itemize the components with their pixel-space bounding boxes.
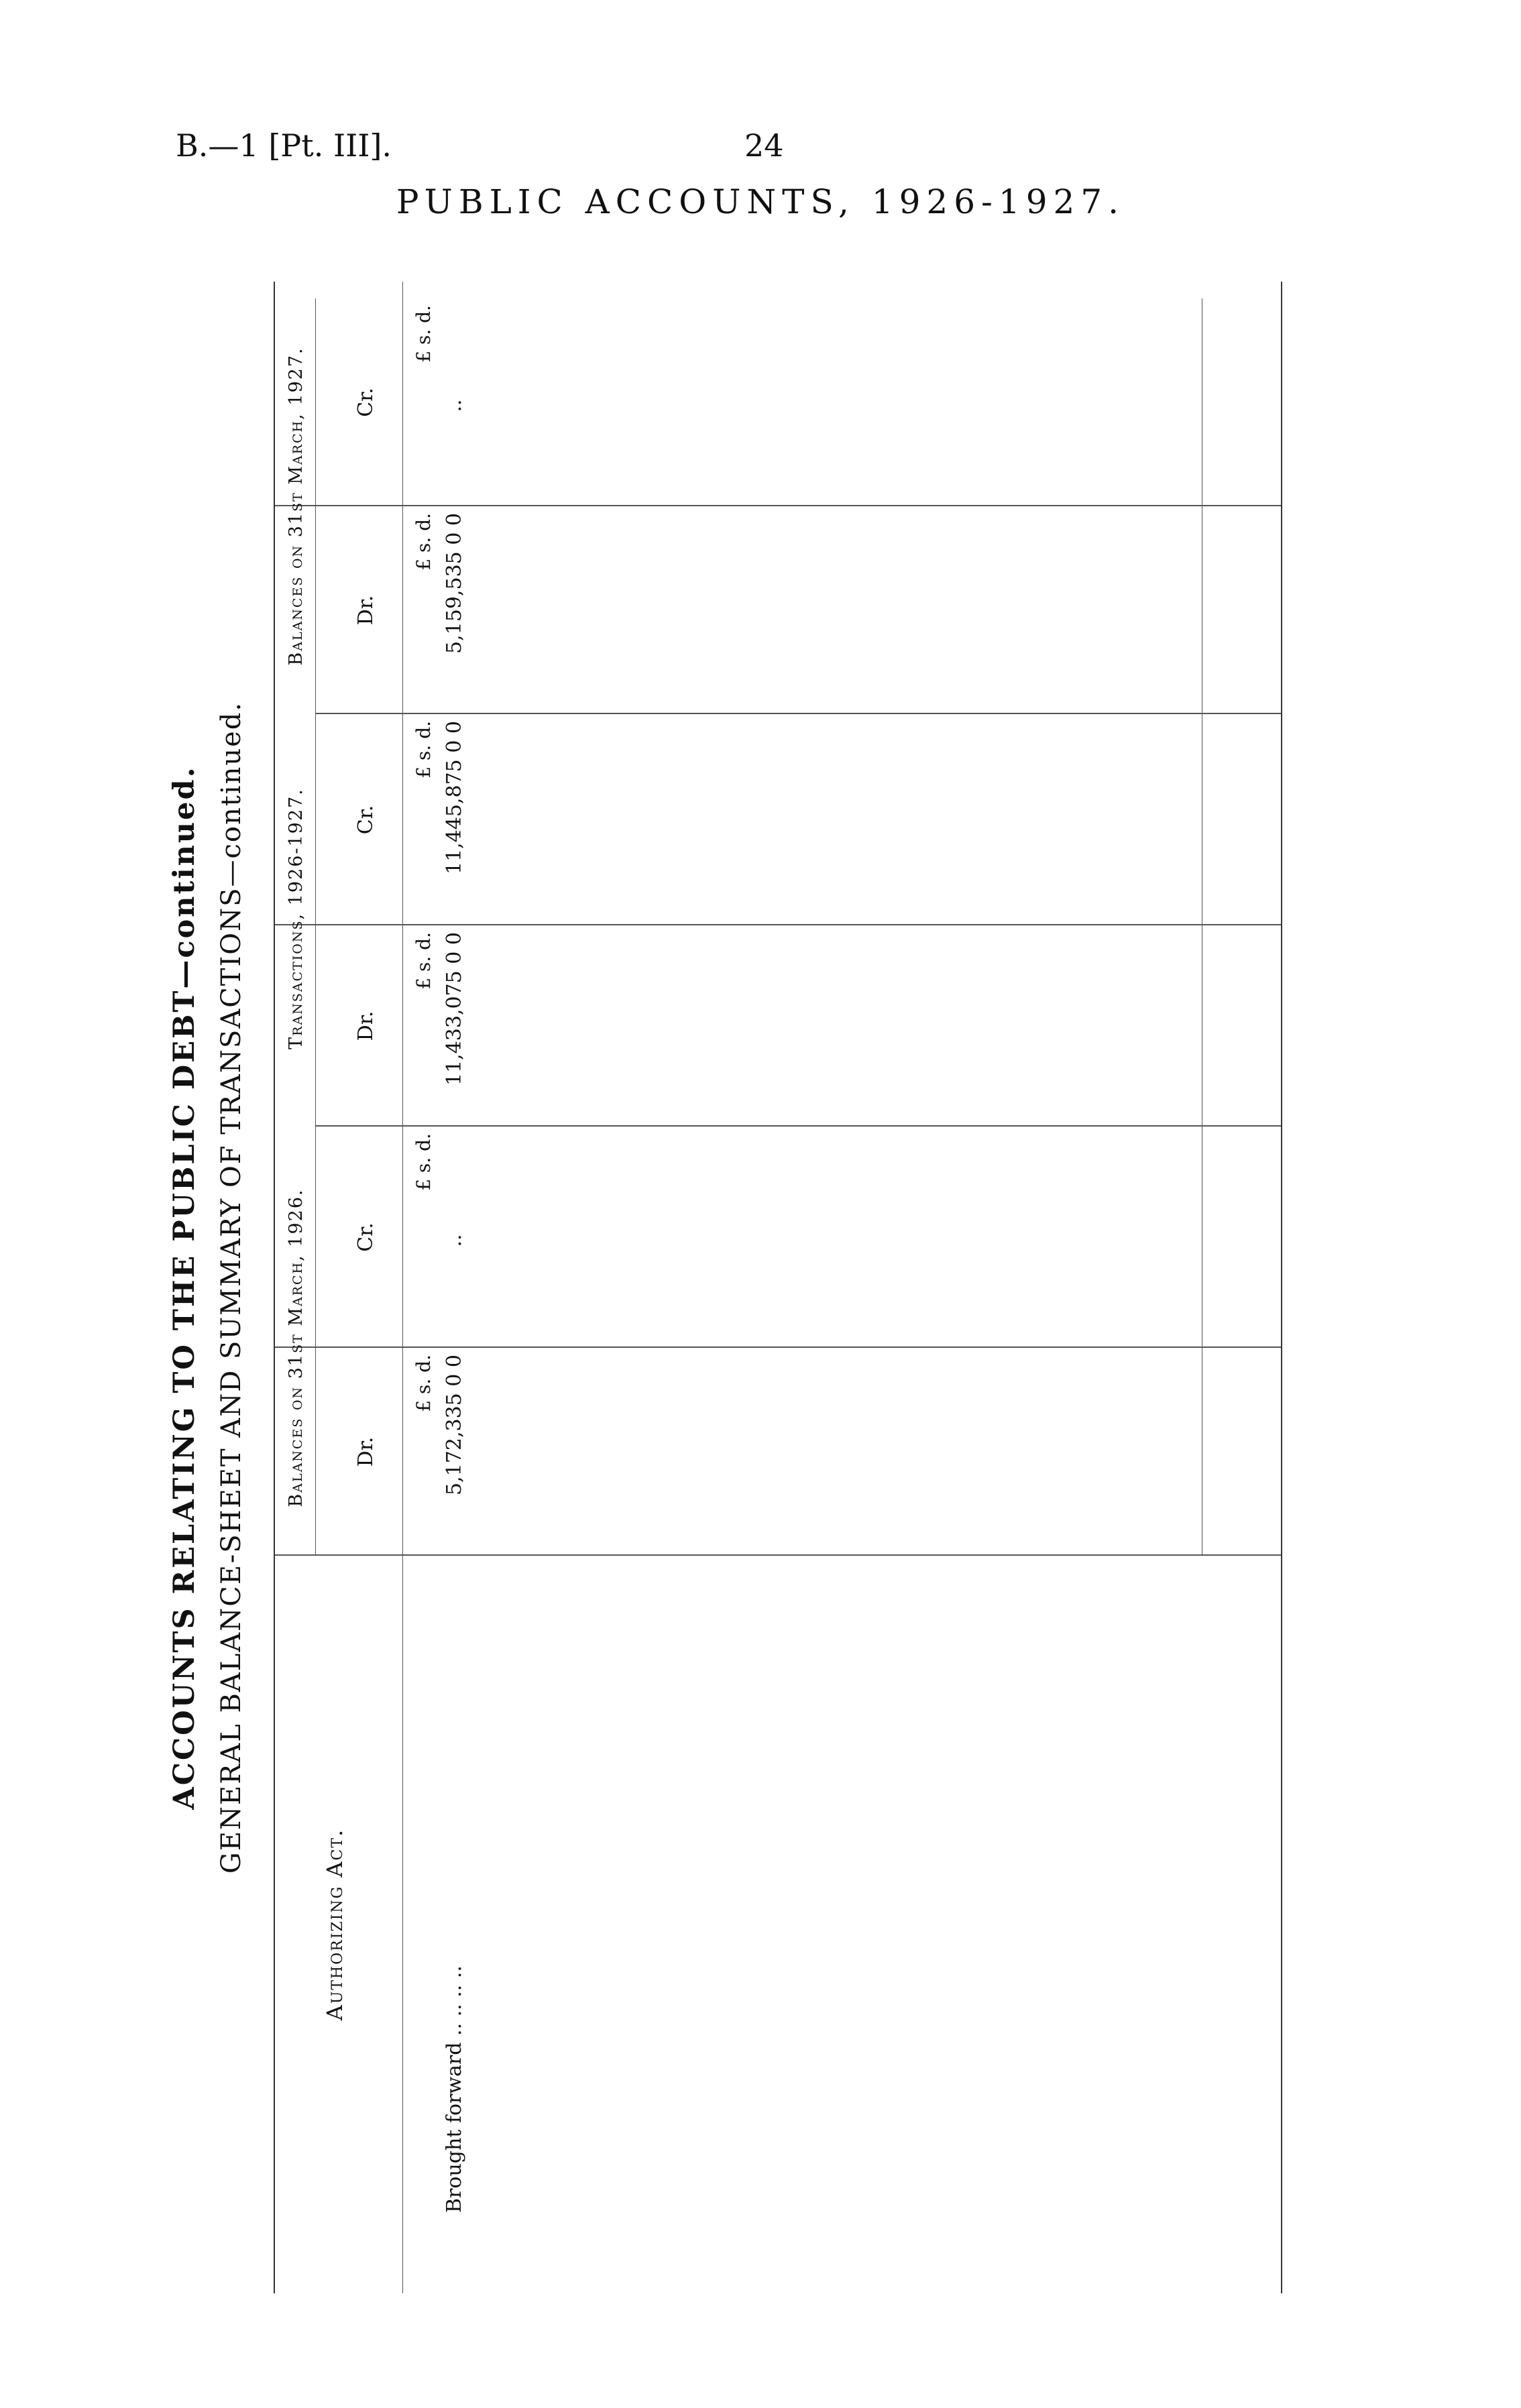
header-balances-1927: Balances on 31st March, 1927. xyxy=(286,347,306,666)
header-transactions: Transactions, 1926-1927. xyxy=(286,788,306,1049)
units-label: £ s. d. xyxy=(412,721,435,779)
units-label: £ s. d. xyxy=(412,305,435,363)
balance-table xyxy=(274,282,1282,2293)
col-divider xyxy=(275,1554,1281,1556)
rotated-table-block xyxy=(168,282,1308,2293)
row-label: Brought forward .. .. .. .. xyxy=(443,1965,466,2213)
col-divider xyxy=(275,1346,1281,1348)
units-label: £ s. d. xyxy=(412,513,435,571)
subheader-dr: Dr. xyxy=(354,1011,378,1041)
table-title: ACCOUNTS RELATING TO THE PUBLIC DEBT—continued. xyxy=(168,765,201,1810)
subheader-cr: Cr. xyxy=(354,388,378,417)
col-divider xyxy=(275,505,1281,506)
header-rule xyxy=(315,298,316,1556)
table-row xyxy=(443,282,468,2293)
cell-b27dr: 5,159,535 0 0 xyxy=(443,513,466,654)
subheader-dr: Dr. xyxy=(354,1436,378,1467)
units-label: £ s. d. xyxy=(412,1355,435,1412)
cell-b27cr: .. xyxy=(443,399,466,412)
page-number: 24 xyxy=(744,127,784,164)
subheader-dr: Dr. xyxy=(354,595,378,626)
subheader-cr: Cr. xyxy=(354,805,378,835)
table-subtitle: GENERAL BALANCE-SHEET AND SUMMARY OF TRANSACTIONS—continued. xyxy=(216,701,247,1874)
page-title: PUBLIC ACCOUNTS, 1926-1927. xyxy=(396,182,1125,221)
col-divider xyxy=(275,924,1281,925)
cell-tdr: 11,433,075 0 0 xyxy=(443,932,466,1086)
document-reference: B.—1 [Pt. III]. xyxy=(176,127,392,164)
cell-b26dr: 5,172,335 0 0 xyxy=(443,1355,466,1495)
header-bottom-rule xyxy=(402,282,403,2293)
units-label: £ s. d. xyxy=(412,932,435,990)
subheader-cr: Cr. xyxy=(354,1222,378,1252)
header-balances-1926: Balances on 31st March, 1926. xyxy=(286,1188,306,1507)
cell-b26cr: .. xyxy=(443,1234,466,1247)
header-authorizing-act: Authorizing Act. xyxy=(322,1828,347,2021)
cell-tcr: 11,445,875 0 0 xyxy=(443,721,466,875)
units-label: £ s. d. xyxy=(412,1133,435,1191)
